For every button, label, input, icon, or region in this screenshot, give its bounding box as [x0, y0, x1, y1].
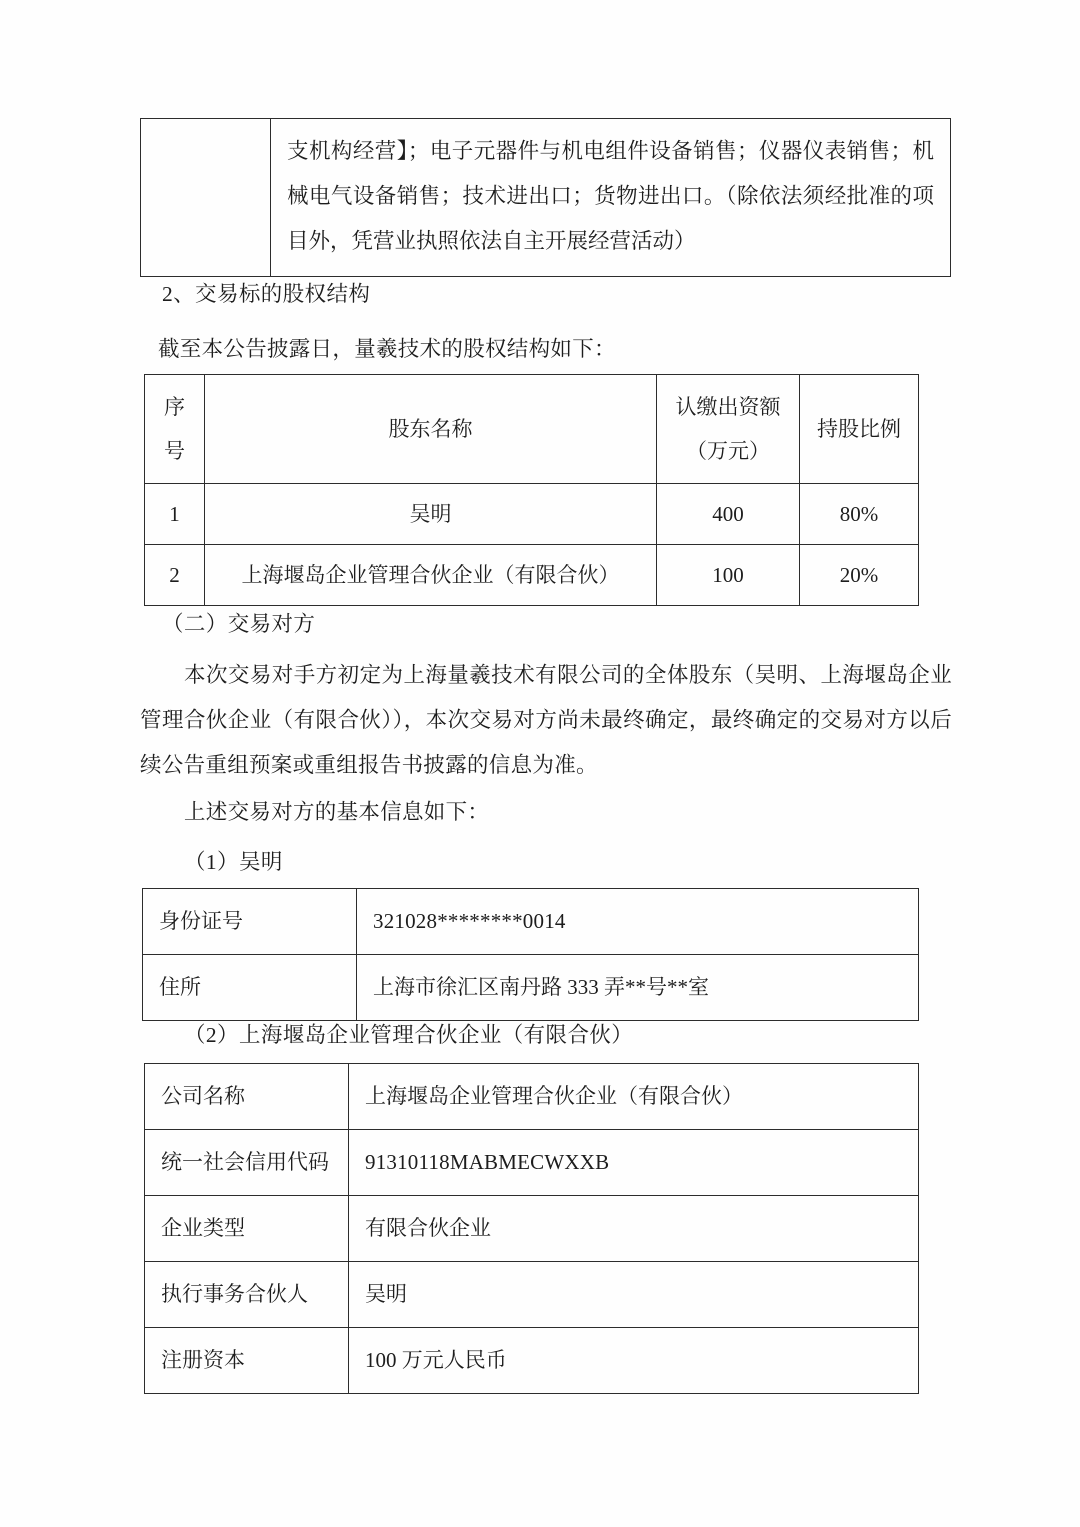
business-scope-label-cell: [141, 119, 271, 277]
person-info-table: [142, 888, 919, 1021]
counterparty-paragraph-1: 本次交易对手方初定为上海量羲技术有限公司的全体股东（吴明、上海堰岛企业管理合伙企业（有限合伙）），本次交易对方尚未最终确定，最终确定的交易对方以后续公告重组预案或重组报告书披露的信息为准。: [140, 663, 952, 777]
company-row-value: 上海堰岛企业管理合伙企业（有限合伙）: [349, 1064, 919, 1130]
company-info-table: [144, 1063, 919, 1394]
equity-structure-heading: 2、交易标的股权结构: [162, 282, 371, 306]
col-header-index-line2: 号: [164, 439, 185, 463]
table-row: [145, 1196, 919, 1262]
equity-row-index: 2: [145, 545, 205, 606]
table-row: [145, 484, 919, 545]
company-row-key: 注册资本: [145, 1328, 349, 1394]
business-scope-value-cell: 支机构经营】；电子元器件与机电组件设备销售；仪器仪表销售；机械电气设备销售；技术进出口；货物进出口。（除依法须经批准的项目外，凭营业执照依法自主开展经营活动）: [271, 119, 951, 277]
person-subheading: （1）吴明: [184, 850, 283, 874]
person-row-value: 321028********0014: [357, 889, 919, 955]
table-row: [143, 889, 919, 955]
counterparty-heading: （二）交易对方: [162, 612, 316, 636]
counterparty-paragraph-2: 上述交易对方的基本信息如下：: [184, 800, 490, 824]
person-row-key: 住所: [143, 955, 357, 1021]
col-header-index-line1: 序: [164, 395, 185, 419]
equity-row-contribution: 100: [657, 545, 800, 606]
table-row: [145, 1064, 919, 1130]
equity-row-ratio: 20%: [800, 545, 919, 606]
person-row-value: 上海市徐汇区南丹路 333 弄**号**室: [357, 955, 919, 1021]
table-row: [145, 1262, 919, 1328]
company-row-key: 企业类型: [145, 1196, 349, 1262]
company-row-value: 100 万元人民币: [349, 1328, 919, 1394]
col-header-ratio: 持股比例: [800, 375, 919, 484]
company-row-key: 执行事务合伙人: [145, 1262, 349, 1328]
table-row: [143, 955, 919, 1021]
table-row: [145, 1130, 919, 1196]
equity-row-contribution: 400: [657, 484, 800, 545]
company-subheading: （2）上海堰岛企业管理合伙企业（有限合伙）: [184, 1023, 634, 1047]
company-row-key: 公司名称: [145, 1064, 349, 1130]
table-header-row: [145, 375, 919, 484]
table-row: [141, 119, 951, 277]
col-header-index: [145, 375, 205, 484]
equity-structure-table: [144, 374, 919, 606]
table-row: [145, 545, 919, 606]
col-header-contribution: [657, 375, 800, 484]
person-row-key: 身份证号: [143, 889, 357, 955]
equity-row-shareholder: 吴明: [205, 484, 657, 545]
col-header-contribution-line1: 认缴出资额: [675, 395, 781, 419]
equity-row-shareholder: 上海堰岛企业管理合伙企业（有限合伙）: [205, 545, 657, 606]
company-row-value: 有限合伙企业: [349, 1196, 919, 1262]
equity-row-index: 1: [145, 484, 205, 545]
col-header-shareholder: 股东名称: [205, 375, 657, 484]
equity-structure-lead-in: 截至本公告披露日，量羲技术的股权结构如下：: [158, 337, 616, 361]
business-scope-table: [140, 118, 951, 277]
company-row-value: 吴明: [349, 1262, 919, 1328]
company-row-key: 统一社会信用代码: [145, 1130, 349, 1196]
company-row-value: 91310118MABMECWXXB: [349, 1130, 919, 1196]
table-row: [145, 1328, 919, 1394]
col-header-contribution-line2: （万元）: [686, 439, 770, 463]
equity-row-ratio: 80%: [800, 484, 919, 545]
